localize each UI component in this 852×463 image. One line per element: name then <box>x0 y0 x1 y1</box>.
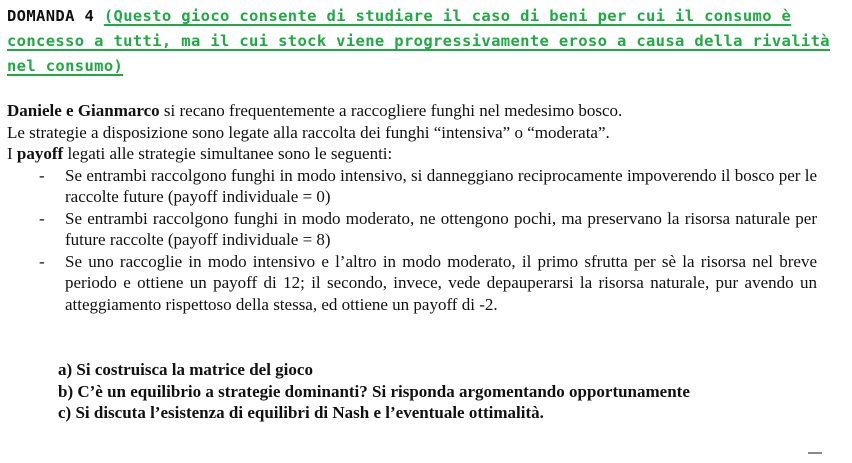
bullet-dash: - <box>39 208 45 228</box>
case-text: Se entrambi raccolgono funghi in modo moderato, ne ottengono pochi, ma preservano la risorsa naturale per future raccolte (payoff individuale = 8) <box>65 208 817 249</box>
question-c: c) Si discuta l’esistenza di equilibri di Nash e l’eventuale ottimalità. <box>58 403 544 422</box>
intro-line-3-prefix: I <box>7 144 17 163</box>
intro-line-1-rest: si recano frequentemente a raccogliere funghi nel medesimo bosco. <box>159 101 623 120</box>
payoff-cases-list <box>7 165 817 316</box>
intro-line-1 <box>7 100 817 122</box>
question-number: DOMANDA 4 <box>7 7 95 25</box>
bullet-dash: - <box>39 165 45 185</box>
question-a: a) Si costruisca la matrice del gioco <box>58 360 313 379</box>
case-text: Se entrambi raccolgono funghi in modo intensivo, si danneggiano reciprocamente impoverendo il bosco per le raccolte future (payoff individuale = 0) <box>65 165 817 206</box>
list-item <box>7 165 817 208</box>
list-item <box>7 208 817 251</box>
questions-list <box>58 359 828 424</box>
page-edge-mark <box>808 452 822 454</box>
bullet-dash: - <box>39 251 45 271</box>
question-heading <box>7 4 847 79</box>
intro-line-3-rest: legati alle strategie simultanee sono le seguenti: <box>63 144 393 163</box>
question-b: b) C’è un equilibrio a strategie dominanti? Si risponda argomentando opportunamente <box>58 381 690 401</box>
intro-line-2: Le strategie a disposizione sono legate alla raccolta dei funghi “intensiva” o “moderata”. <box>7 122 610 142</box>
list-item <box>7 251 817 316</box>
payoff-word: payoff <box>16 144 64 163</box>
intro-line-3 <box>7 143 817 165</box>
problem-text <box>7 100 817 315</box>
case-text: Se uno raccoglie in modo intensivo e l’altro in modo moderato, il primo sfrutta per sè la risorsa nel breve periodo e ottiene un payoff di 12; il secondo, invece, vede depauperarsi la risorsa naturale, pur avendo un atteggiamento rispettoso della stessa, ed ottiene un payoff di -2. <box>65 251 817 314</box>
question-description: (Questo gioco consente di studiare il caso di beni per cui il consumo è concesso a tutti, ma il cui stock viene progressivamente eroso a causa della rivalità nel consumo) <box>7 7 830 75</box>
player-names: Daniele e Gianmarco <box>7 101 160 120</box>
